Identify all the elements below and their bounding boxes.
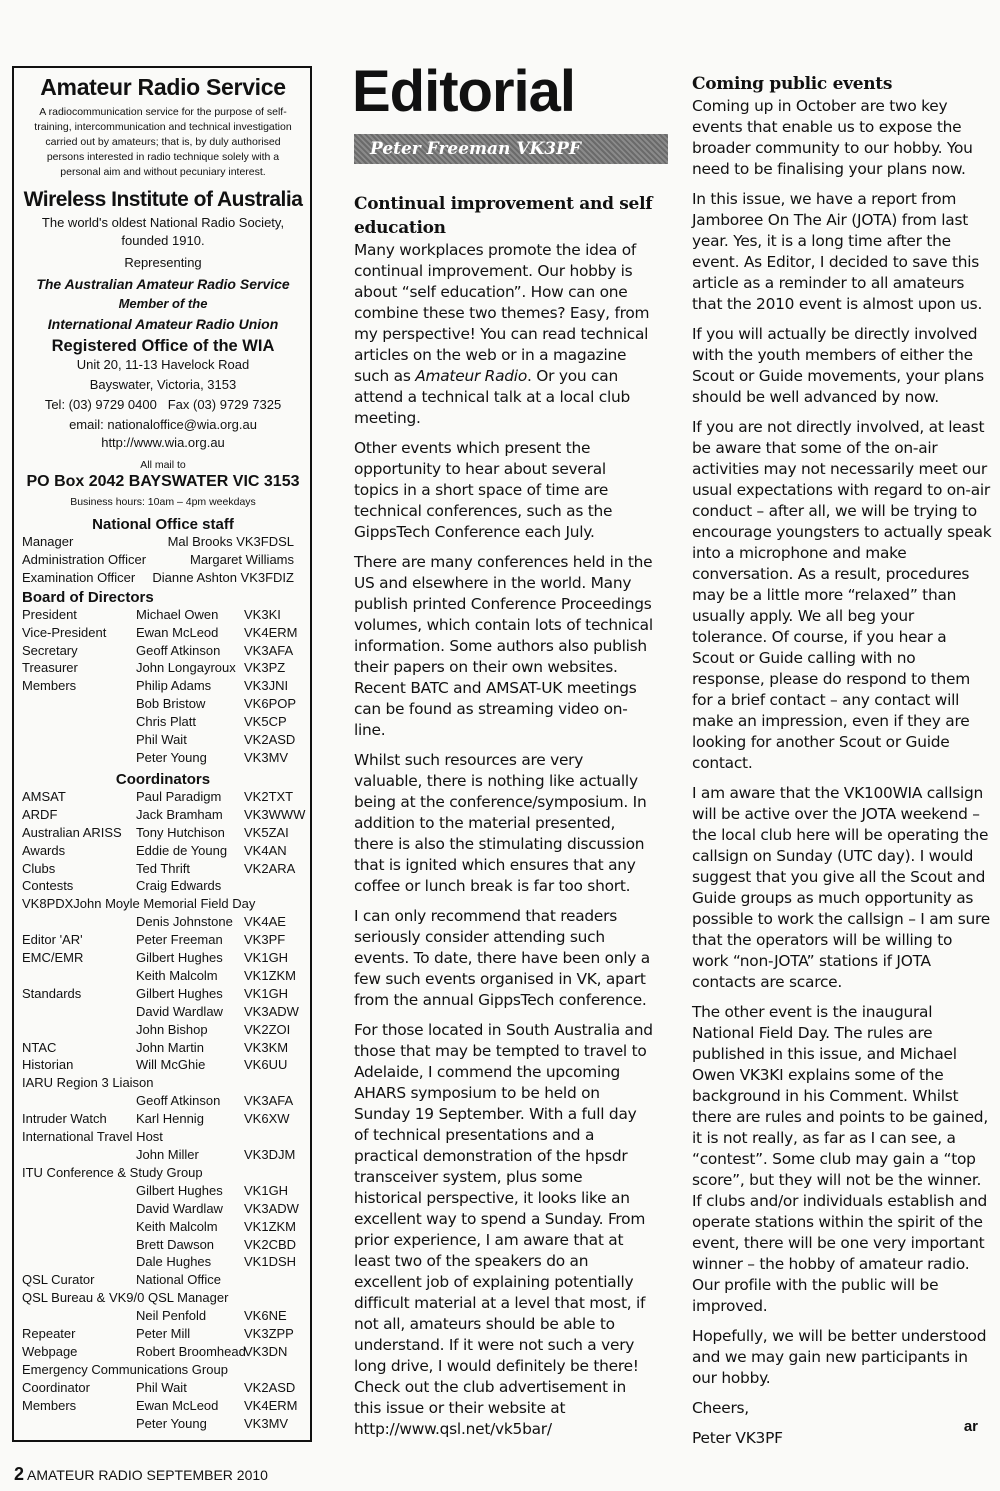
person-row bbox=[22, 624, 304, 642]
person-callsign: VK4ERM bbox=[244, 1397, 298, 1413]
person-name: John Martin bbox=[136, 1039, 204, 1055]
person-role: Contests bbox=[22, 878, 74, 894]
person-name: John Miller bbox=[136, 1147, 199, 1162]
signoff: Peter VK3PF bbox=[692, 1429, 783, 1447]
person-row bbox=[22, 642, 304, 660]
person-callsign: VK1GH bbox=[244, 950, 289, 966]
person-callsign: VK6POP bbox=[244, 696, 297, 712]
person-name: National Office bbox=[136, 1272, 222, 1288]
person-row bbox=[22, 1415, 304, 1433]
person-callsign: VK3KM bbox=[244, 1039, 289, 1055]
person-row bbox=[22, 967, 304, 985]
person-role: Secretary bbox=[22, 642, 78, 658]
person-name: Michael Owen bbox=[136, 606, 219, 622]
person-role bbox=[22, 1415, 136, 1433]
all-mail: All mail to bbox=[140, 459, 186, 471]
person-row bbox=[22, 1182, 304, 1200]
wia-desc-2: founded 1910. bbox=[121, 233, 205, 248]
person-callsign: VK3AFA bbox=[244, 642, 294, 658]
staff-row bbox=[22, 569, 304, 587]
person-name: Geoff Atkinson bbox=[136, 642, 221, 658]
person-name: Craig Edwards bbox=[136, 878, 222, 894]
person-name: Brett Dawson bbox=[136, 1236, 215, 1252]
person-callsign: VK3PZ bbox=[244, 660, 286, 676]
person-row bbox=[22, 877, 304, 895]
person-callsign bbox=[244, 877, 316, 895]
person-role: Clubs bbox=[22, 860, 56, 876]
person-callsign: VK4AN bbox=[244, 842, 287, 858]
person-role: AMSAT bbox=[22, 788, 66, 804]
person-row bbox=[22, 1271, 304, 1289]
ith-line: International Travel Host bbox=[22, 1129, 163, 1145]
page-number: 2 bbox=[14, 1464, 25, 1484]
person-name: Phil Wait bbox=[136, 1379, 187, 1395]
director-list bbox=[22, 606, 304, 767]
person-row bbox=[22, 1021, 304, 1039]
person-role: Webpage bbox=[22, 1343, 78, 1359]
person-callsign: VK1ZKM bbox=[244, 967, 297, 983]
person-role bbox=[22, 1021, 136, 1039]
iaru: International Amateur Radio Union bbox=[47, 316, 279, 332]
person-row bbox=[22, 695, 304, 713]
staff-row bbox=[22, 551, 304, 569]
person-name: Bob Bristow bbox=[136, 696, 206, 712]
address-2: Bayswater, Victoria, 3153 bbox=[89, 377, 237, 392]
paragraph: The other event is the inaugural National Field Day. The rules are published in this issue, and Michael Owen VK3KI explains some of the background in his Comment. Whilst there are rules and points to be gained, it is not really, as far as I can see, a “contest”. Some club may gain a “top score”, but they will not be the winner. If clubs and/or individuals establish and operate stations within the spirit of the event, there will be one very important winner – the hobby of amateur radio. Our profile with the public will be improved. bbox=[692, 1003, 988, 1315]
person-callsign: VK3ADW bbox=[244, 1200, 299, 1216]
staff-name: Mal Brooks VK3FDSL bbox=[167, 534, 294, 549]
person-callsign: VK3AFA bbox=[244, 1093, 294, 1109]
person-callsign: VK6NE bbox=[244, 1308, 287, 1324]
person-callsign: VK3MV bbox=[244, 749, 289, 765]
person-role: President bbox=[22, 606, 77, 622]
person-row bbox=[22, 1307, 304, 1325]
person-name: Dale Hughes bbox=[136, 1254, 212, 1270]
person-name: Neil Penfold bbox=[136, 1308, 207, 1324]
vk8-line: VK8PDXJohn Moyle Memorial Field Day bbox=[22, 896, 256, 912]
person-row bbox=[22, 824, 304, 842]
person-row bbox=[22, 949, 304, 967]
aars: The Australian Amateur Radio Service bbox=[36, 276, 290, 292]
person-row bbox=[22, 1397, 304, 1415]
footer-text: AMATEUR RADIO SEPTEMBER 2010 bbox=[27, 1467, 268, 1483]
coordinators-title: Coordinators bbox=[115, 770, 211, 788]
person-role: Treasurer bbox=[22, 660, 78, 676]
person-role bbox=[22, 1146, 136, 1164]
paragraph: Whilst such resources are very valuable, there is nothing like actually being at the conference/symposium. In addition to the material presented, there is also the stimulating discussion that is ignited which ensures that any coffee or lunch break is far too short. bbox=[354, 751, 647, 895]
person-callsign: VK5ZAI bbox=[244, 824, 289, 840]
person-callsign: VK4AE bbox=[244, 914, 286, 930]
person-role: EMC/EMR bbox=[22, 950, 84, 966]
person-role bbox=[22, 1307, 136, 1325]
person-row bbox=[22, 749, 304, 767]
person-name: Gilbert Hughes bbox=[136, 985, 223, 1001]
person-row bbox=[22, 788, 304, 806]
person-name: Tony Hutchison bbox=[136, 824, 225, 840]
person-name: Eddie de Young bbox=[136, 842, 228, 858]
person-role bbox=[22, 1253, 136, 1271]
person-role bbox=[22, 1003, 136, 1021]
page-footer bbox=[14, 1464, 268, 1485]
person-callsign: VK3DN bbox=[244, 1343, 288, 1359]
heading-coming-events: Coming public events bbox=[692, 74, 893, 94]
person-role bbox=[22, 1092, 136, 1110]
person-role bbox=[22, 713, 136, 731]
staff-list bbox=[22, 533, 304, 587]
person-callsign: VK1ZKM bbox=[244, 1218, 297, 1234]
editorial-title: Editorial bbox=[352, 59, 576, 124]
tel-fax bbox=[22, 396, 304, 414]
person-name: David Wardlaw bbox=[136, 1200, 223, 1216]
person-callsign: VK2ZOI bbox=[244, 1021, 291, 1037]
person-callsign: VK3MV bbox=[244, 1415, 289, 1431]
person-role bbox=[22, 913, 136, 931]
person-role: NTAC bbox=[22, 1039, 57, 1055]
person-callsign: VK2TXT bbox=[244, 788, 294, 804]
person-name: John Longayroux bbox=[136, 660, 236, 676]
paragraph: Coming up in October are two key events that enable us to expose the broader community to our hobby. You need to be finalising your plans now. bbox=[692, 97, 973, 178]
person-callsign: VK2ASD bbox=[244, 1379, 296, 1395]
person-row bbox=[22, 1146, 304, 1164]
person-row bbox=[22, 1056, 304, 1074]
person-row bbox=[22, 731, 304, 749]
person-name: Gilbert Hughes bbox=[136, 1182, 223, 1198]
person-callsign: VK3WWW bbox=[244, 806, 306, 822]
staff-role: Administration Officer bbox=[22, 551, 147, 567]
person-row bbox=[22, 713, 304, 731]
wia-info-box bbox=[12, 66, 312, 1442]
paragraph: There are many conferences held in the US and elsewhere in the world. Many publish printed Conference Proceedings volumes, which contain lots of technical information. Some authors also publish their papers on their own websites. Recent BATC and AMSAT-UK meetings can be found as streaming video on-line. bbox=[354, 553, 653, 739]
paragraph: I am aware that the VK100WIA callsign will be active over the JOTA weekend – the local club here will be operating the callsign on Sunday (UTC day). I would suggest that you give all the Scout and Guide groups as much opportunity as possible to work the callsign – I am sure that the operators will be willing to work “non-JOTA” stations if JOTA contacts are scarce. bbox=[692, 784, 991, 991]
board-title: Board of Directors bbox=[22, 588, 154, 606]
paragraph: In this issue, we have a report from Jamboree On The Air (JOTA) from last year. Yes, it is a long time after the event. As Editor, I decided to save this article as a reminder to all amateurs that the 2010 event is almost upon us. bbox=[692, 190, 983, 313]
person-row bbox=[22, 1039, 304, 1057]
person-role: Coordinator bbox=[22, 1379, 90, 1395]
person-row bbox=[22, 931, 304, 949]
person-callsign bbox=[244, 1271, 316, 1289]
wia-desc-1: The world's oldest National Radio Society, bbox=[41, 215, 285, 230]
person-name: Denis Johnstone bbox=[136, 914, 233, 930]
author-bar bbox=[354, 134, 668, 164]
ecg-line: Emergency Communications Group bbox=[22, 1361, 228, 1377]
paragraph: If you will actually be directly involved with the youth members of either the Scout or Guide movements, your plans should be well advanced by now. bbox=[692, 325, 984, 406]
person-role: Repeater bbox=[22, 1326, 76, 1342]
person-name: Keith Malcolm bbox=[136, 967, 218, 983]
person-callsign: VK1GH bbox=[244, 1182, 289, 1198]
national-office-title: National Office staff bbox=[92, 516, 234, 533]
person-role: QSL Curator bbox=[22, 1272, 95, 1288]
address-1: Unit 20, 11-13 Havelock Road bbox=[76, 357, 250, 372]
person-role bbox=[22, 695, 136, 713]
person-row bbox=[22, 1343, 304, 1361]
person-role bbox=[22, 749, 136, 767]
person-callsign: VK6XW bbox=[244, 1111, 290, 1127]
person-role bbox=[22, 1200, 136, 1218]
staff-name: Margaret Williams bbox=[189, 551, 294, 567]
person-callsign: VK2CBD bbox=[244, 1236, 297, 1252]
person-name: Will McGhie bbox=[136, 1057, 206, 1073]
email: email: nationaloffice@wia.org.au bbox=[69, 417, 257, 432]
person-role: ARDF bbox=[22, 806, 58, 822]
person-role bbox=[22, 967, 136, 985]
person-role bbox=[22, 1182, 136, 1200]
person-callsign: VK3KI bbox=[244, 606, 281, 622]
author-name: Peter Freeman VK3PF bbox=[370, 139, 581, 159]
person-role: Members bbox=[22, 1397, 77, 1413]
person-name: David Wardlaw bbox=[136, 1003, 223, 1019]
fax: Fax (03) 9729 7325 bbox=[167, 397, 282, 412]
person-row bbox=[22, 1236, 304, 1254]
person-row bbox=[22, 1218, 304, 1236]
person-row bbox=[22, 806, 304, 824]
person-name: Paul Paradigm bbox=[136, 788, 222, 804]
person-callsign: VK2ARA bbox=[244, 860, 296, 876]
cheers: Cheers, bbox=[692, 1399, 749, 1417]
person-callsign: VK3ADW bbox=[244, 1003, 299, 1019]
person-name: Chris Platt bbox=[136, 714, 196, 730]
person-role bbox=[22, 1236, 136, 1254]
member-of: Member of the bbox=[118, 296, 208, 311]
person-name: Peter Freeman bbox=[136, 932, 223, 948]
person-callsign: VK6UU bbox=[244, 1057, 288, 1073]
person-row bbox=[22, 913, 304, 931]
person-row bbox=[22, 1253, 304, 1271]
coordinator-list bbox=[22, 788, 304, 1433]
person-name: Peter Mill bbox=[136, 1326, 191, 1342]
person-name: John Bishop bbox=[136, 1021, 208, 1037]
person-name: Philip Adams bbox=[136, 678, 212, 694]
person-row bbox=[22, 1200, 304, 1218]
itu-line: ITU Conference & Study Group bbox=[22, 1164, 203, 1180]
representing: Representing bbox=[124, 255, 202, 270]
person-row bbox=[22, 606, 304, 624]
person-name: Ewan McLeod bbox=[136, 1397, 219, 1413]
ars-title: Amateur Radio Service bbox=[40, 74, 286, 100]
wia-title: Wireless Institute of Australia bbox=[23, 188, 303, 211]
person-role: Intruder Watch bbox=[22, 1111, 107, 1127]
person-row bbox=[22, 985, 304, 1003]
person-row bbox=[22, 1092, 304, 1110]
heading-continual-improvement: Continual improvement and self education bbox=[354, 194, 653, 238]
person-row bbox=[22, 860, 304, 878]
person-callsign: VK3PF bbox=[244, 932, 286, 948]
person-role: Historian bbox=[22, 1057, 74, 1073]
iaru-line: IARU Region 3 Liaison bbox=[22, 1075, 154, 1091]
paragraph: If you are not directly involved, at least be aware that some of the on-air activities may not necessarily meet our usual expectations with regard to on-air conduct – after all, we will be trying to encourage youngsters to actually speak into a microphone and make conversation. As a result, procedures may be a little more “relaxed” than usually apply. We all beg your tolerance. Of course, if you hear a Scout or Guide calling with no response, please do respond to them for a brief contact – any contact will make an impression, even if they are looking for another Scout or Guide contact. bbox=[692, 418, 992, 772]
person-name: Karl Hennig bbox=[136, 1111, 204, 1127]
person-row bbox=[22, 677, 304, 695]
person-row bbox=[22, 842, 304, 860]
person-callsign: VK3ZPP bbox=[244, 1326, 294, 1342]
qsl-line: QSL Bureau & VK9/0 QSL Manager bbox=[22, 1290, 229, 1306]
person-row bbox=[22, 1110, 304, 1128]
web: http://www.wia.org.au bbox=[101, 435, 225, 450]
person-row bbox=[22, 659, 304, 677]
person-callsign: VK3JNI bbox=[244, 678, 289, 694]
person-role: Awards bbox=[22, 842, 66, 858]
paragraph: Many workplaces promote the idea of continual improvement. Our hobby is about “self education”. How can one combine these two themes? Easy, from my perspective! You can read technical articles on the web or in a magazine such as Amateur Radio. Or you can attend a technical talk at a local club meeting. bbox=[354, 241, 650, 427]
person-name: Peter Young bbox=[136, 1415, 207, 1431]
person-name: Peter Young bbox=[136, 749, 207, 765]
person-name: Keith Malcolm bbox=[136, 1218, 218, 1234]
editorial-column-middle bbox=[354, 192, 654, 1449]
paragraph: For those located in South Australia and those that may be tempted to travel to Adelaide, I commend the upcoming AHARS symposium to be held on Sunday 19 September. With a full day of technical presentations and a practical demonstration of the hpsdr transceiver system, plus some historical perspective, it looks like an excellent way to spend a Sunday. From prior experience, I am aware that at least two of the speakers do an excellent job of explaining potentially difficult material at a level that most, if not all, amateurs should be able to understand. If it were not such a very long drive, I would definitely be there! Check out the club advertisement in this issue or their website at http://www.qsl.net/vk5bar/ bbox=[354, 1021, 653, 1438]
po-box: PO Box 2042 BAYSWATER VIC 3153 bbox=[26, 473, 300, 490]
paragraph: I can only recommend that readers seriously consider attending such events. To date, there have been only a few such events organised in VK, apart from the annual GippsTech conference. bbox=[354, 907, 650, 1009]
person-callsign: VK1GH bbox=[244, 985, 289, 1001]
person-callsign: VK3DJM bbox=[244, 1147, 296, 1162]
person-name: Geoff Atkinson bbox=[136, 1093, 221, 1109]
person-name: Ewan McLeod bbox=[136, 624, 219, 640]
person-name: Phil Wait bbox=[136, 732, 187, 748]
ar-end-mark: ar bbox=[963, 1418, 978, 1435]
editorial-column-right bbox=[692, 72, 992, 1458]
staff-role: Manager bbox=[22, 534, 74, 549]
person-role: Members bbox=[22, 678, 77, 694]
person-callsign: VK2ASD bbox=[244, 732, 296, 748]
person-name: Jack Bramham bbox=[136, 806, 223, 822]
person-callsign: VK5CP bbox=[244, 714, 287, 730]
person-callsign: VK1DSH bbox=[244, 1254, 297, 1270]
business-hours: Business hours: 10am – 4pm weekdays bbox=[70, 496, 256, 508]
person-role: Australian ARISS bbox=[22, 824, 122, 840]
person-name: Gilbert Hughes bbox=[136, 950, 223, 966]
person-callsign: VK4ERM bbox=[244, 624, 298, 640]
person-role: Vice-President bbox=[22, 624, 107, 640]
person-row bbox=[22, 1379, 304, 1397]
person-role bbox=[22, 731, 136, 749]
person-row bbox=[22, 1325, 304, 1343]
ars-description: A radiocommunication service for the purpose of self-training, intercommunication and technical investigation carried out by amateurs; that is, by duly authorised persons interested in radio technique solely with a personal aim and without pecuniary interest. bbox=[34, 106, 292, 178]
person-name: Robert Broomhead bbox=[136, 1343, 246, 1359]
paragraph: Hopefully, we will be better understood and we may gain new participants in our hobby. bbox=[692, 1327, 987, 1387]
registered-office-title: Registered Office of the WIA bbox=[51, 337, 275, 355]
staff-row bbox=[22, 533, 304, 551]
person-role: Standards bbox=[22, 985, 82, 1001]
staff-name: Dianne Ashton VK3FDIZ bbox=[152, 569, 294, 585]
person-name: Ted Thrift bbox=[136, 860, 190, 876]
person-role bbox=[22, 1218, 136, 1236]
tel: Tel: (03) 9729 0400 bbox=[44, 397, 157, 412]
person-role: Editor 'AR' bbox=[22, 932, 83, 948]
staff-role: Examination Officer bbox=[22, 569, 136, 585]
person-row bbox=[22, 1003, 304, 1021]
paragraph: Other events which present the opportunity to hear about several topics in a short space of time are technical conferences, such as the GippsTech Conference each July. bbox=[354, 439, 613, 541]
